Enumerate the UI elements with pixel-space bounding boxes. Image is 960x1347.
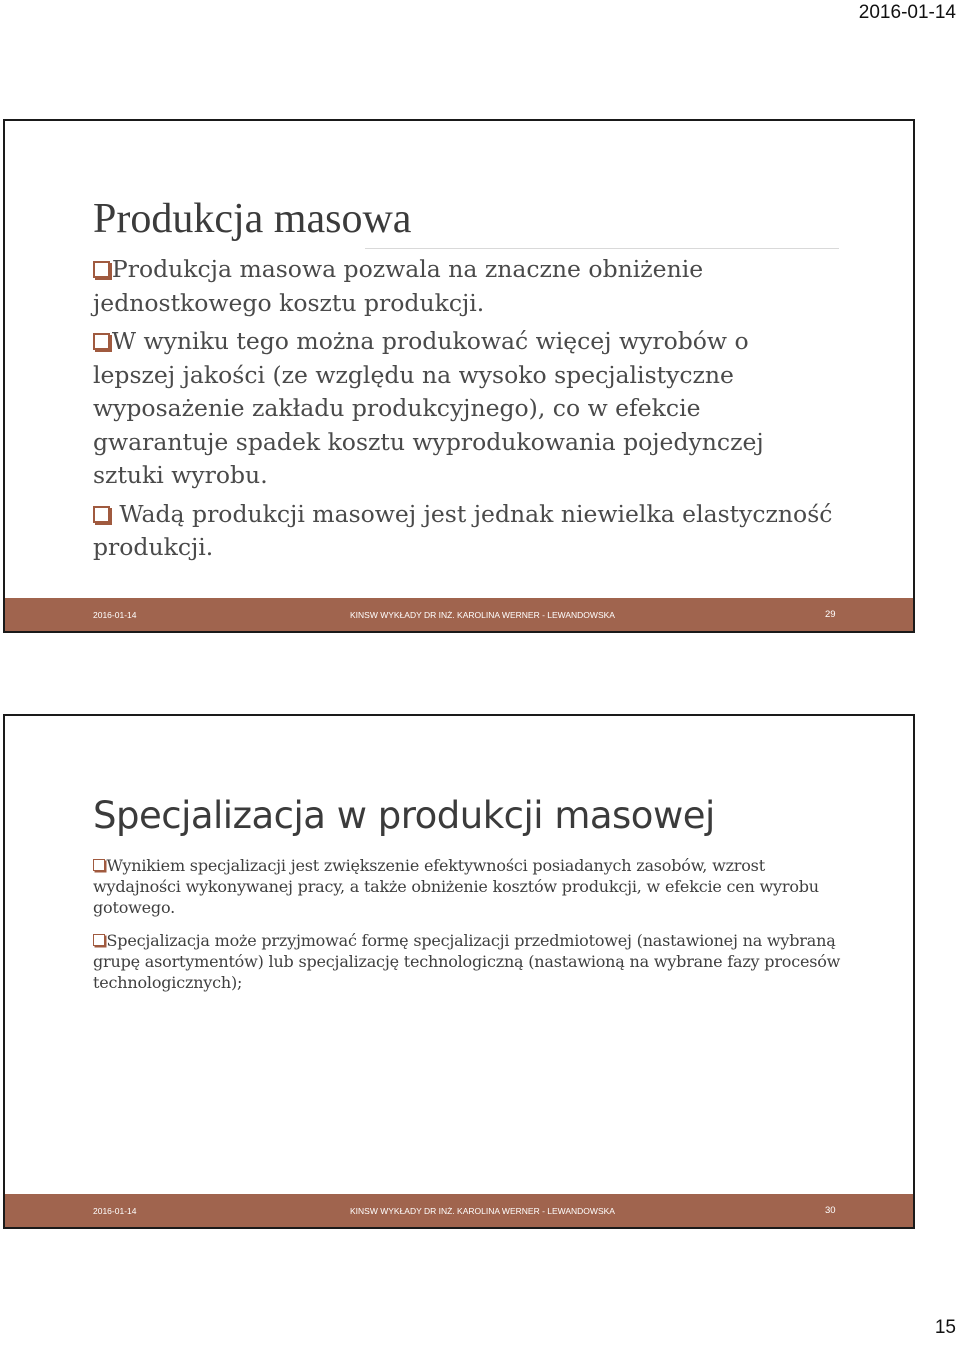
checkbox-outline-icon [93, 506, 110, 523]
slide-number: 29 [825, 609, 836, 620]
title-divider [365, 248, 839, 249]
page-number: 15 [934, 1317, 956, 1338]
footer-date: 2016-01-14 [93, 1206, 137, 1216]
bullet-item: W wyniku tego można produkować więcej wyrobów o lepszej jakości (ze względu na wysoko specjalistyczne wyposażenie zakładu produkcyjnego), co w efekcie gwarantuje spadek kosztu wyprodukowania pojedynczej sztuki wyrobu. [93, 327, 764, 489]
checkbox-outline-icon [93, 934, 105, 946]
slide-title: Produkcja masowa [93, 196, 412, 242]
checkbox-outline-icon [93, 333, 110, 350]
bullet-item: Produkcja masowa pozwala na znaczne obniżenie jednostkowego kosztu produkcji. [93, 255, 704, 317]
checkbox-outline-icon [93, 859, 105, 871]
footer-date: 2016-01-14 [93, 610, 137, 620]
footer-author: KINSW WYKŁADY DR INŻ. KAROLINA WERNER - LEWANDOWSKA [350, 1206, 615, 1216]
footer-author: KINSW WYKŁADY DR INŻ. KAROLINA WERNER - LEWANDOWSKA [350, 610, 615, 620]
bullet-item: Specjalizacja może przyjmować formę specjalizacji przedmiotowej (nastawionej na wybraną grupę asortymentów) lub specjalizację technologiczną (nastawioną na wybrane fazy procesów technologicznych); [93, 931, 841, 992]
slide-footer [5, 598, 913, 631]
slide-29 [3, 119, 915, 633]
slide-footer [5, 1194, 913, 1227]
bullet-item: Wadą produkcji masowej jest jednak niewielka elastyczność produkcji. [93, 499, 840, 561]
page-date: 2016-01-14 [858, 2, 956, 23]
slide-title: Specjalizacja w produkcji masowej [93, 794, 715, 837]
slide-number: 30 [825, 1205, 836, 1216]
slide-30 [3, 714, 915, 1229]
bullet-item: Wynikiem specjalizacji jest zwiększenie efektywności posiadanych zasobów, wzrost wydajności wykonywanej pracy, a także obniżenie kosztów produkcji, w efekcie cen wyrobu gotowego. [93, 856, 819, 917]
slide-body [93, 253, 840, 570]
checkbox-outline-icon [93, 261, 110, 278]
slide-body [93, 855, 853, 1005]
